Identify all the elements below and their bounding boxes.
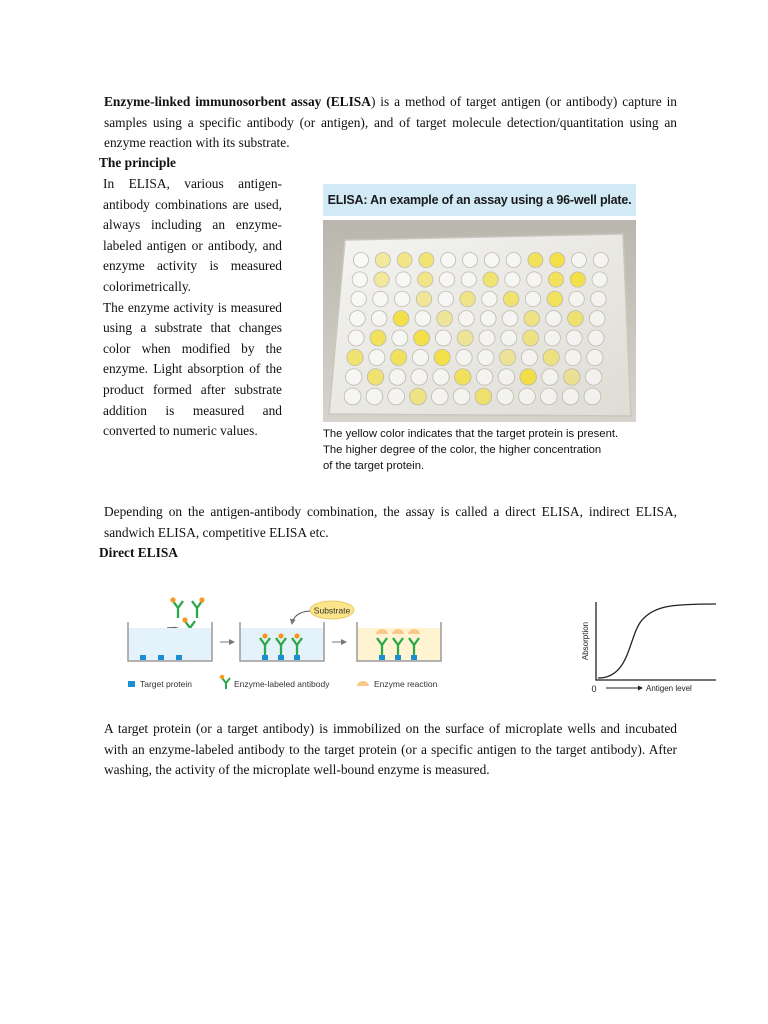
yellow-well [564, 369, 580, 385]
target-protein-icon [176, 655, 182, 660]
yellow-well [416, 291, 432, 307]
legend-target-label: Target protein [140, 679, 192, 689]
curve-origin: 0 [591, 684, 597, 694]
clear-well [569, 291, 585, 307]
clear-well [562, 388, 579, 405]
clear-well [366, 388, 383, 405]
well-1 [128, 622, 212, 661]
clear-well [589, 311, 605, 327]
intro-abbr: ELISA [330, 94, 371, 109]
intro-paragraph [104, 92, 677, 154]
clear-well [540, 388, 557, 405]
legend-reaction-icon [357, 681, 369, 686]
yellow-well [475, 388, 492, 405]
intro-rest: ) is a method of target antigen (or antibody) capture in samples using a specific antibody (or antigen), and of target molecule detection/quantitation using an enzyme reaction with its substrate. [104, 94, 677, 151]
yellow-well [543, 349, 559, 365]
clear-well [571, 252, 586, 267]
clear-well [352, 272, 367, 287]
well-3 [357, 622, 441, 661]
legend-reaction-label: Enzyme reaction [374, 679, 438, 689]
clear-well [411, 369, 427, 385]
clear-well [371, 311, 387, 327]
clear-well [566, 330, 582, 346]
clear-well [456, 349, 472, 365]
principle-paragraph-2: The enzyme activity is measured using a substrate that changes color when modified by the enzyme. Light absorption of the product formed after substrate addition is measured and converted to numeric values. [103, 299, 282, 439]
clear-well [506, 252, 521, 267]
direct-elisa-heading: Direct ELISA [99, 545, 178, 560]
clear-well [544, 330, 560, 346]
legend-target-icon [128, 681, 135, 687]
clear-well [392, 330, 408, 346]
legend-antibody-icon [220, 675, 230, 689]
yellow-well [418, 272, 433, 287]
clear-well [415, 311, 431, 327]
direct-elisa-description: A target protein (or a target antibody) is immobilized on the surface of microplate wells and incubated with an enzyme-labeled antibody to the target protein (or a specific antigen to the target antibody). After washing, the activity of the microplate well-bound enzyme is measured. [104, 721, 677, 778]
absorption-curve [574, 598, 724, 698]
plate-caption [323, 426, 653, 474]
curve-axes [596, 602, 716, 680]
principle-paragraph-1: In ELISA, various antigen-antibody combinations are used, always including an enzyme-labeled antigen or antibody, and enzyme activity is measured colorimetrically. [103, 176, 282, 294]
yellow-well [547, 291, 563, 307]
clear-well [369, 349, 385, 365]
yellow-well [568, 311, 584, 327]
curve-x-label: Antigen level [646, 684, 692, 693]
yellow-well [523, 330, 539, 346]
antibody-icon [192, 597, 205, 618]
clear-well [527, 272, 542, 287]
curve-y-label: Absorption [581, 621, 590, 661]
x-arrowhead-icon [638, 686, 643, 691]
direct-elisa-diagram [120, 590, 470, 700]
clear-well [373, 291, 389, 307]
clear-well [439, 272, 454, 287]
clear-well [505, 272, 520, 287]
antibody-icon [170, 597, 183, 618]
clear-well [476, 369, 492, 385]
clear-well [351, 291, 367, 307]
clear-well [498, 369, 514, 385]
clear-well [350, 311, 366, 327]
clear-well [519, 388, 536, 405]
yellow-well [437, 311, 453, 327]
yellow-well [457, 330, 473, 346]
yellow-well [347, 349, 363, 365]
yellow-well [503, 291, 519, 307]
clear-well [388, 388, 405, 405]
intro-term: Enzyme-linked immunosorbent assay ( [104, 94, 331, 109]
legend-antibody-label: Enzyme-labeled antibody [234, 679, 330, 689]
yellow-well [397, 252, 412, 267]
yellow-well [410, 388, 427, 405]
plate-photo [323, 220, 636, 422]
yellow-well [548, 272, 563, 287]
yellow-well [499, 349, 515, 365]
yellow-well [528, 252, 543, 267]
clear-well [438, 291, 454, 307]
target-protein-icon [140, 655, 146, 660]
clear-well [459, 311, 475, 327]
clear-well [478, 349, 494, 365]
yellow-well [393, 311, 409, 327]
clear-well [479, 330, 495, 346]
clear-well [441, 252, 456, 267]
clear-well [521, 349, 537, 365]
clear-well [346, 369, 362, 385]
yellow-well [483, 272, 498, 287]
yellow-well [375, 252, 390, 267]
clear-well [462, 252, 477, 267]
yellow-well [520, 369, 536, 385]
clear-well [389, 369, 405, 385]
plate-caption-line-1: The yellow color indicates that the target protein is present. [323, 428, 619, 440]
yellow-well [524, 311, 540, 327]
plate-caption-line-3: of the target protein. [323, 460, 425, 472]
target-protein-icon [158, 655, 164, 660]
clear-well [525, 291, 541, 307]
depending-paragraph: Depending on the antigen-antibody combination, the assay is called a direct ELISA, indirect ELISA, sandwich ELISA, competitive ELISA etc. [104, 504, 677, 540]
plate-caption-line-2: The higher degree of the color, the higher concentration [323, 444, 602, 456]
clear-well [353, 252, 368, 267]
curved-arrow-icon [292, 611, 310, 624]
sigmoid-curve [598, 604, 716, 678]
clear-well [585, 369, 601, 385]
yellow-well [370, 330, 386, 346]
legend [128, 675, 438, 689]
clear-well [348, 330, 364, 346]
yellow-well [455, 369, 471, 385]
clear-well [542, 369, 558, 385]
clear-well [435, 330, 451, 346]
clear-well [501, 330, 517, 346]
yellow-well [367, 369, 383, 385]
clear-well [396, 272, 411, 287]
clear-well [584, 388, 601, 405]
clear-well [344, 388, 361, 405]
yellow-well [414, 330, 430, 346]
clear-well [433, 369, 449, 385]
clear-well [502, 311, 518, 327]
yellow-well [374, 272, 389, 287]
yellow-well [419, 252, 434, 267]
plate-figure [323, 184, 636, 474]
clear-well [412, 349, 428, 365]
clear-well [482, 291, 498, 307]
clear-well [565, 349, 581, 365]
yellow-well [390, 349, 406, 365]
plate-banner: ELISA: An example of an assay using a 96-well plate. [323, 184, 636, 216]
clear-well [484, 252, 499, 267]
clear-well [587, 349, 603, 365]
clear-well [591, 291, 607, 307]
yellow-well [570, 272, 585, 287]
yellow-well [550, 252, 565, 267]
clear-well [497, 388, 514, 405]
yellow-well [460, 291, 476, 307]
well-2 [240, 622, 324, 661]
clear-well [546, 311, 562, 327]
clear-well [588, 330, 604, 346]
clear-well [394, 291, 410, 307]
substrate-label: Substrate [313, 605, 351, 616]
yellow-well [434, 349, 450, 365]
clear-well [453, 388, 470, 405]
clear-well [593, 252, 608, 267]
principle-heading: The principle [99, 155, 177, 170]
clear-well [480, 311, 496, 327]
clear-well [431, 388, 448, 405]
clear-well [461, 272, 476, 287]
clear-well [592, 272, 607, 287]
principle-text [103, 174, 282, 442]
